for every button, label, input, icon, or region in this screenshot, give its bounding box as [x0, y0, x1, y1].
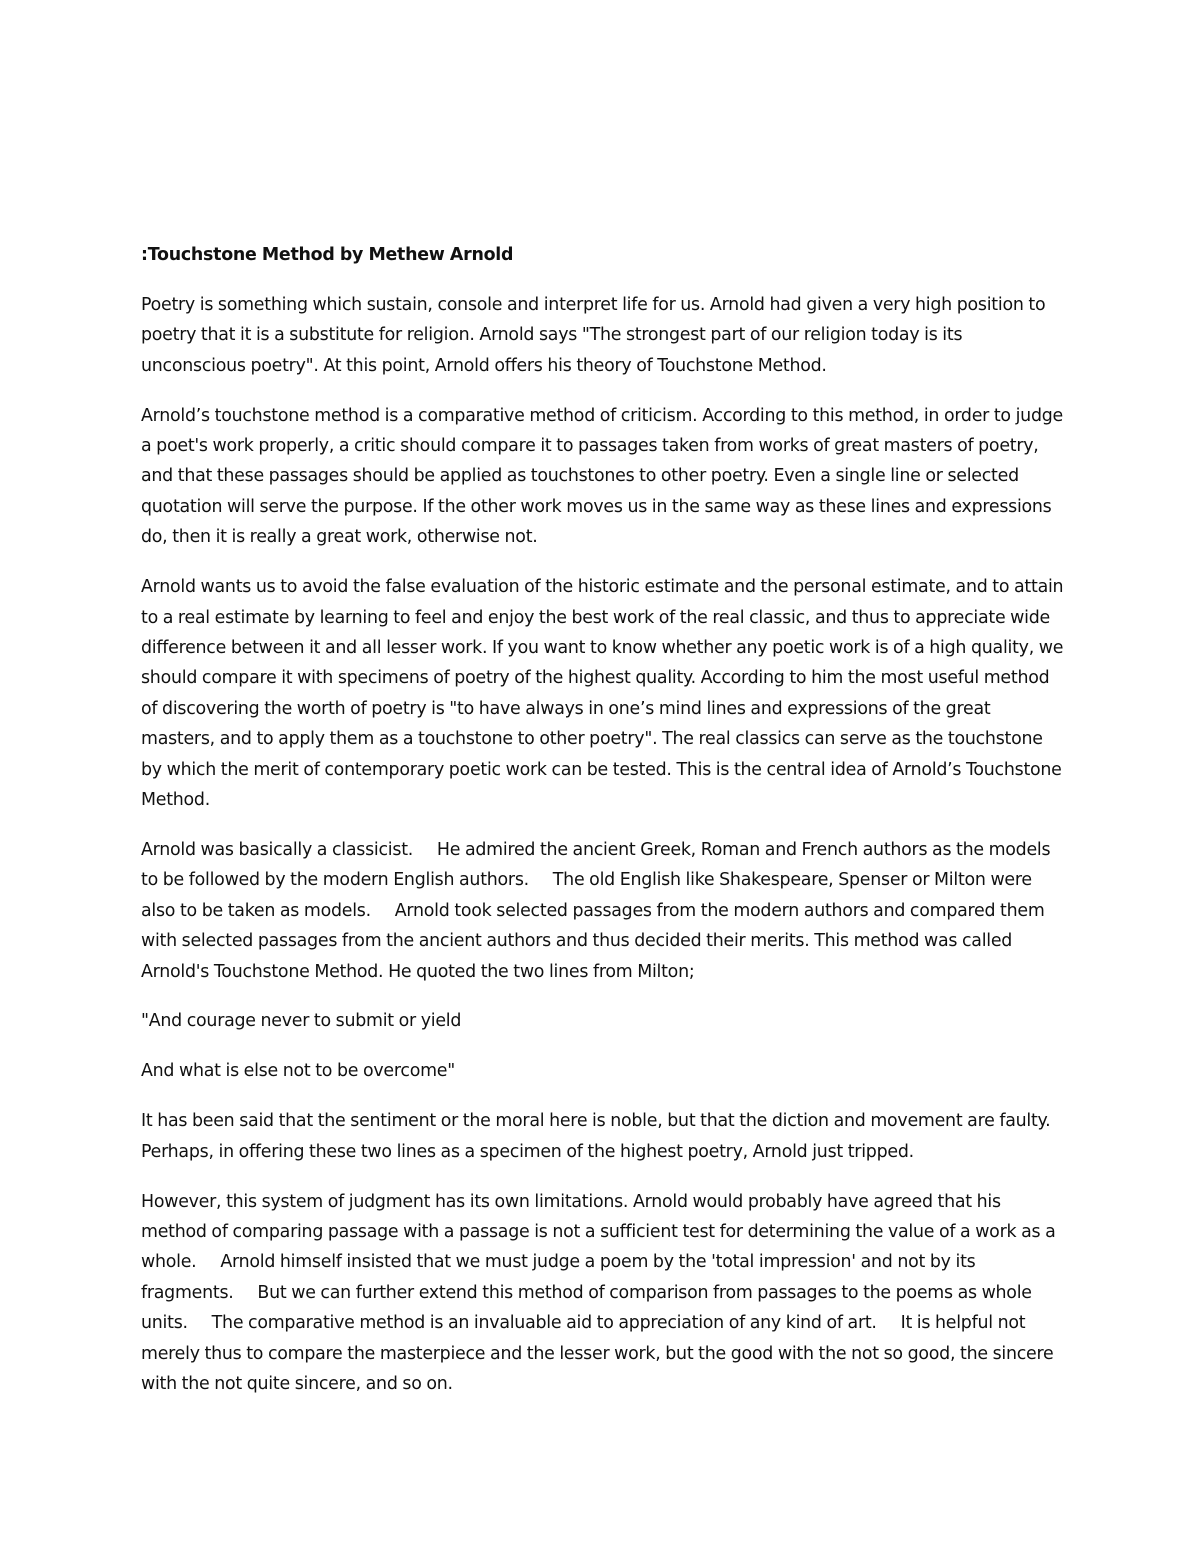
paragraph-comparative-method: Arnold’s touchstone method is a comparative method of criticism. According to this method, in order to judge a poet's work properly, a critic should compare it to passages taken from works of great masters of poetry, and that these passages should be applied as touchstones to other poetry. Even a single line or selected quotation will serve the purpose. If the other work moves us in the same way as these lines and expressions do, then it is really a great work, otherwise not. [141, 405, 1063, 548]
quote-line-1: "And courage never to submit or yield [141, 1011, 462, 1032]
document-title: :Touchstone Method by Methew Arnold [141, 245, 514, 265]
paragraph-poetry-intro: Poetry is something which sustain, console and interpret life for us. Arnold had given a very high position to poetry that it is a substitute for religion. Arnold says "The strongest part of our religion today is its unconscious poetry". At this point, Arnold offers his theory of Touchstone Method. [141, 294, 1046, 376]
paragraph-real-estimate: Arnold wants us to avoid the false evaluation of the historic estimate and the personal estimate, and to attain to a real estimate by learning to feel and enjoy the best work of the real classic, and thus to appreciate wide difference between it and all lesser work. If you want to know whether any poetic work is of a high quality, we should compare it with specimens of poetry of the highest quality. According to him the most useful method of discovering the worth of poetry is "to have always in one’s mind lines and expressions of the great masters, and to apply them as a touchstone to other poetry". The real classics can serve as the touchstone by which the merit of contemporary poetic work can be tested. This is the central idea of Arnold’s Touchstone Method. [141, 577, 1064, 810]
paragraph-criticism-of-quote: It has been said that the sentiment or the moral here is noble, but that the diction and movement are faulty. Perhaps, in offering these two lines as a specimen of the highest poetry, Arnold just tripped. [141, 1111, 1051, 1162]
quote-line-2: And what is else not to be overcome" [141, 1061, 455, 1082]
document-page [141, 240, 1066, 1419]
paragraph-limitations: However, this system of judgment has its own limitations. Arnold would probably have agreed that his method of comparing passage with a passage is not a sufficient test for determining the value of a work as a whole. Arnold himself insisted that we must judge a poem by the 'total impression' and not by its fragments. But we can further extend this method of comparison from passages to the poems as whole units. The comparative method is an invaluable aid to appreciation of any kind of art. It is helpful not merely thus to compare the masterpiece and the lesser work, but the good with the not so good, the sincere with the not quite sincere, and so on. [141, 1191, 1061, 1394]
paragraph-classicist: Arnold was basically a classicist. He admired the ancient Greek, Roman and French authors as the models to be followed by the modern English authors. The old English like Shakespeare, Spenser or Milton were also to be taken as models. Arnold took selected passages from the modern authors and compared them with selected passages from the ancient authors and thus decided their merits. This method was called Arnold's Touchstone Method. He quoted the two lines from Milton; [141, 839, 1056, 982]
